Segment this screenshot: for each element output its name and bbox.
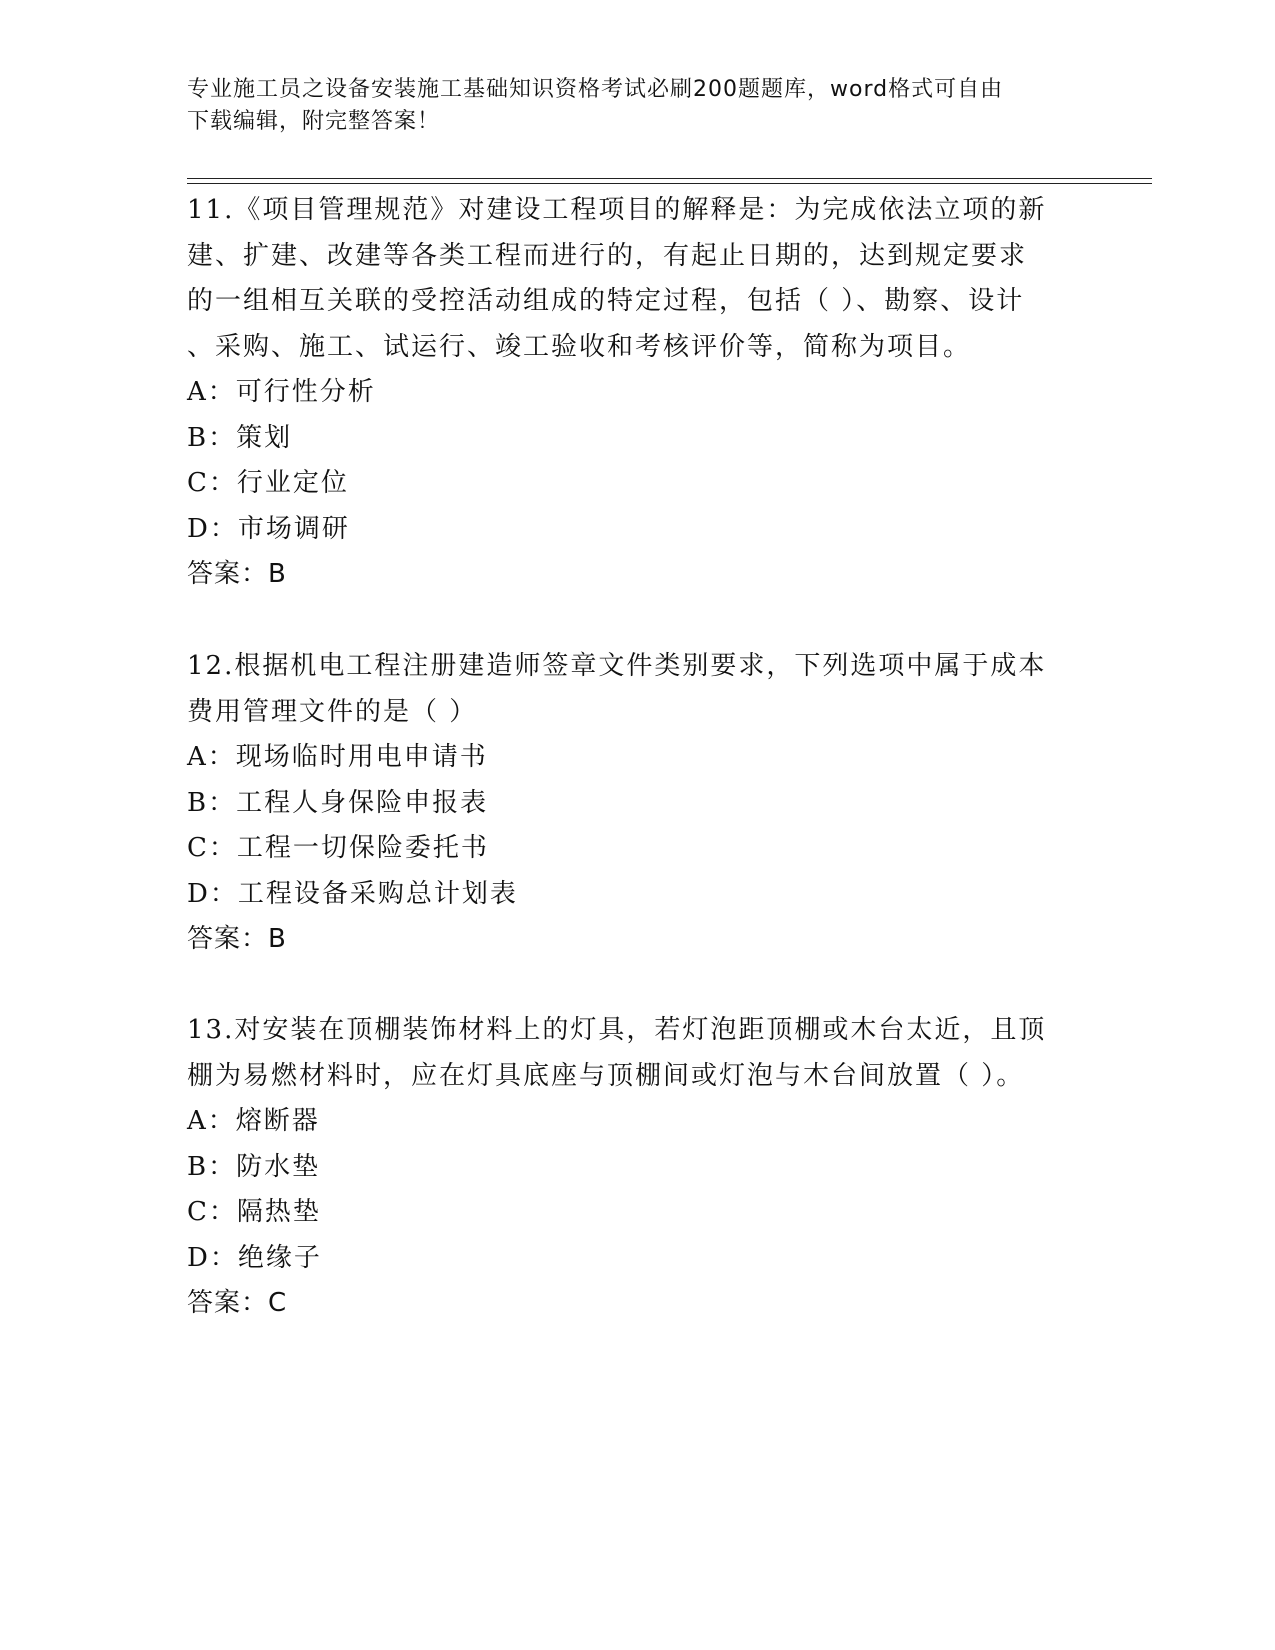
option-d: D：绝缘子 [187, 1242, 322, 1273]
option-c: C：行业定位 [187, 468, 349, 498]
header-divider-top [187, 178, 1152, 179]
header-line-2: 下载编辑，附完整答案！ [187, 109, 441, 134]
answer: 答案：C [187, 1288, 288, 1318]
question-stem-line: 、采购、施工、试运行、竣工验收和考核评价等，简称为项目。 [187, 331, 972, 362]
question-13 [187, 1008, 1087, 1327]
document-header [187, 74, 1067, 138]
option-b: B：防水垫 [187, 1151, 321, 1182]
question-stem-line: 费用管理文件的是（ ） [187, 696, 478, 727]
option-d: D：工程设备采购总计划表 [187, 878, 518, 909]
question-stem-line: 建、扩建、改建等各类工程而进行的，有起止日期的，达到规定要求 [187, 240, 1028, 271]
question-stem-line: 12.根据机电工程注册建造师签章文件类别要求，下列选项中属于成本 [187, 651, 1047, 681]
question-stem-line: 棚为易燃材料时，应在灯具底座与顶棚间或灯泡与木台间放置（ ）。 [187, 1060, 1025, 1091]
option-b: B：策划 [187, 422, 293, 453]
answer: 答案：B [187, 924, 287, 954]
option-b: B：工程人身保险申报表 [187, 787, 489, 818]
option-a: A：现场临时用电申请书 [187, 742, 488, 772]
header-divider-bottom [187, 183, 1152, 184]
option-c: C：工程一切保险委托书 [187, 833, 489, 863]
answer: 答案：B [187, 559, 287, 589]
option-d: D：市场调研 [187, 513, 350, 544]
question-stem-line: 的一组相互关联的受控活动组成的特定过程，包括（ ）、勘察、设计 [187, 286, 1025, 316]
question-stem-line: 13.对安装在顶棚装饰材料上的灯具，若灯泡距顶棚或木台太近，且顶 [187, 1015, 1047, 1045]
option-a: A：熔断器 [187, 1106, 320, 1136]
question-stem-line: 11.《项目管理规范》对建设工程项目的解释是：为完成依法立项的新 [187, 195, 1047, 225]
option-c: C：隔热垫 [187, 1197, 321, 1227]
question-11 [187, 188, 1087, 598]
question-12 [187, 644, 1087, 963]
option-a: A：可行性分析 [187, 377, 376, 407]
header-line-1: 专业施工员之设备安装施工基础知识资格考试必刷200题题库，word格式可自由 [187, 77, 1004, 102]
